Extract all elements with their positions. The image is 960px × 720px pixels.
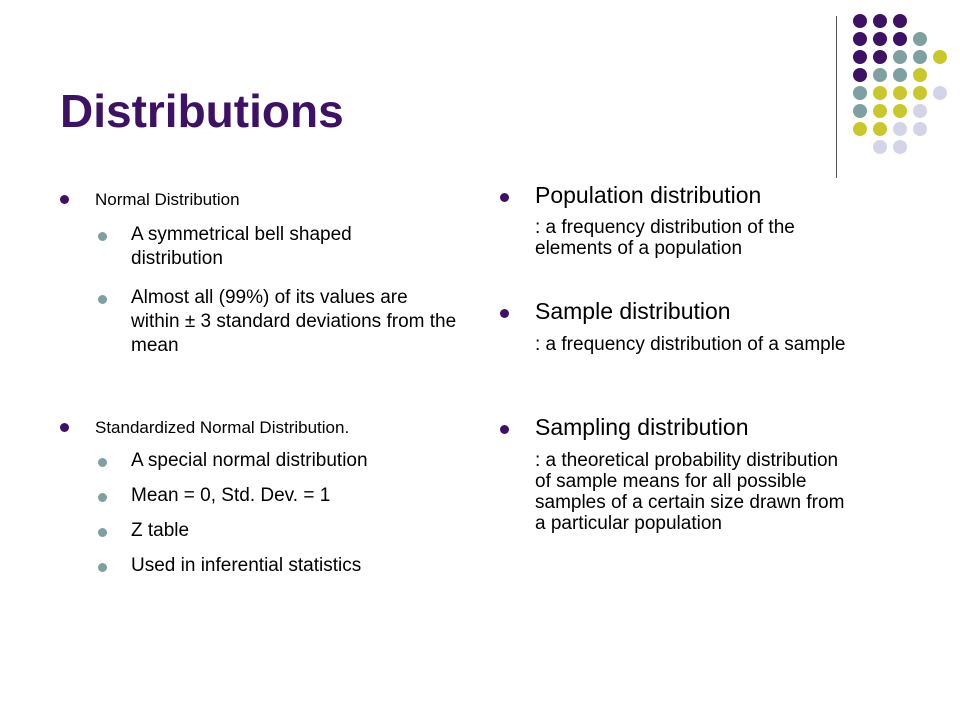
standardized-distribution-label: Standardized Normal Distribution. — [95, 418, 350, 437]
decorative-dot — [873, 68, 887, 82]
decorative-dot — [873, 104, 887, 118]
decorative-dot — [853, 14, 867, 28]
sample-distribution-label: Sample distribution — [535, 298, 731, 324]
standardized-item-4: Used in inferential statistics — [131, 555, 362, 576]
normal-distribution-label: Normal Distribution — [95, 190, 240, 209]
decorative-dot — [893, 122, 907, 136]
decorative-dot — [853, 68, 867, 82]
standardized-item-1: A special normal distribution — [131, 450, 368, 471]
bullet-icon — [98, 295, 107, 304]
decorative-dot — [873, 32, 887, 46]
bullet-icon — [60, 423, 69, 432]
bullet-icon — [98, 528, 107, 537]
bullet-icon — [98, 493, 107, 502]
decorative-dot — [893, 140, 907, 154]
decorative-dot — [873, 50, 887, 64]
decorative-dot — [873, 86, 887, 100]
decorative-dot — [893, 50, 907, 64]
decorative-dot — [893, 32, 907, 46]
bullet-icon — [500, 193, 509, 202]
decorative-dot — [933, 86, 947, 100]
decorative-dot — [913, 104, 927, 118]
normal-item-2: Almost all (99%) of its values are within ± 3 standard deviations from the mean — [131, 287, 457, 356]
bullet-icon — [98, 458, 107, 467]
population-distribution-label: Population distribution — [535, 182, 762, 208]
slide-title: Distributions — [60, 85, 344, 137]
bullet-icon — [500, 425, 509, 434]
decorative-dot — [853, 104, 867, 118]
decorative-dot — [913, 68, 927, 82]
bullet-icon — [98, 232, 107, 241]
decorative-dot — [893, 14, 907, 28]
decorative-dot — [913, 32, 927, 46]
decorative-dot — [893, 86, 907, 100]
bullet-icon — [500, 309, 509, 318]
decorative-dot — [913, 50, 927, 64]
decorative-dot-grid — [0, 0, 960, 180]
sampling-distribution-label: Sampling distribution — [535, 414, 749, 440]
decorative-dot — [873, 140, 887, 154]
sampling-distribution-desc: : a theoretical probability distribution of sample means for all possible samples of a certain size drawn from a particular population — [535, 450, 845, 534]
decorative-dot — [893, 104, 907, 118]
bullet-icon — [98, 563, 107, 572]
decorative-dot — [913, 122, 927, 136]
decorative-dot — [873, 14, 887, 28]
standardized-item-3: Z table — [131, 520, 190, 541]
sample-distribution-desc: : a frequency distribution of a sample — [535, 334, 846, 355]
decorative-dot — [913, 86, 927, 100]
decorative-dot — [853, 122, 867, 136]
decorative-dot — [893, 68, 907, 82]
decorative-dot — [853, 50, 867, 64]
decorative-dot — [853, 32, 867, 46]
decorative-dot — [873, 122, 887, 136]
standardized-item-2: Mean = 0, Std. Dev. = 1 — [131, 485, 331, 506]
bullet-icon — [60, 195, 69, 204]
decorative-dot — [933, 50, 947, 64]
decorative-dot — [853, 86, 867, 100]
normal-item-1: A symmetrical bell shaped distribution — [131, 224, 352, 269]
population-distribution-desc: : a frequency distribution of the elements of a population — [535, 217, 795, 259]
